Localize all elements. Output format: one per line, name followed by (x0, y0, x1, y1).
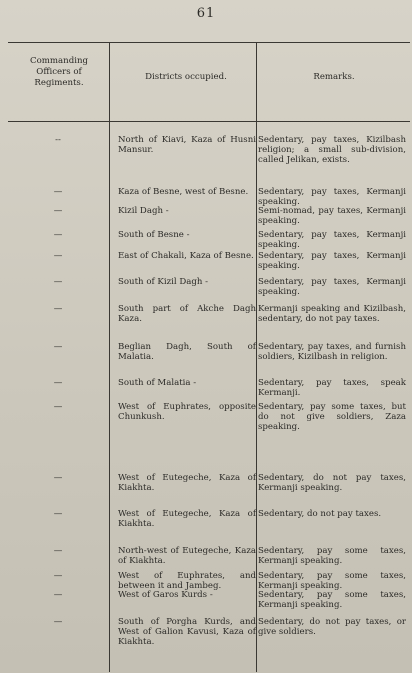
remarks-cell: Sedentary, do not pay taxes. (258, 509, 382, 519)
remarks-cell: Sedentary, pay taxes, speak Kermanji. (258, 378, 406, 399)
district-cell: West of Garos Kurds - (118, 590, 213, 600)
district-cell: North-west of Eutegeche, Kaza of Kiakhta. (118, 546, 256, 567)
remarks-cell: Sedentary, pay taxes, Kermanji speaking. (258, 277, 406, 298)
remarks-cell: Sedentary, pay taxes, Kermanji speaking. (258, 251, 406, 272)
district-cell: West of Euphrates, and between it and Jambeg. (118, 571, 256, 592)
officer-cell: — (53, 304, 63, 314)
district-cell: South of Kizil Dagh - (118, 277, 209, 287)
remarks-cell: Sedentary, do not pay taxes, or give soldiers. (258, 617, 406, 638)
column-divider-1 (109, 42, 110, 672)
remarks-cell: Sedentary, pay some taxes, Kermanji speaking. (258, 571, 406, 592)
district-cell: South of Malatia - (118, 378, 197, 388)
officer-cell: — (53, 230, 63, 240)
officer-cell: -- (55, 135, 61, 145)
remarks-cell: Kermanji speaking and Kizilbash, sedentary, do not pay taxes. (258, 304, 406, 325)
remarks-cell: Sedentary, pay taxes, Kizilbash religion; a small sub-division, called Jelikan, exists. (258, 135, 406, 166)
header-officers: Commanding Officers of Regiments. (30, 56, 88, 88)
officer-cell: — (53, 187, 63, 197)
officer-cell: — (53, 342, 63, 352)
regiments-table (8, 42, 410, 672)
district-cell: Kizil Dagh - (118, 206, 169, 216)
remarks-cell: Sedentary, pay taxes, Kermanji speaking. (258, 230, 406, 251)
officer-cell: — (53, 206, 63, 216)
officer-cell: — (53, 251, 63, 261)
table-top-rule (8, 42, 410, 43)
remarks-cell: Sedentary, pay some taxes, Kermanji speaking. (258, 590, 406, 611)
column-divider-2 (256, 42, 257, 672)
header-remarks: Remarks. (313, 72, 355, 82)
officer-cell: — (53, 509, 63, 519)
officer-cell: — (53, 617, 63, 627)
remarks-cell: Sedentary, do not pay taxes, Kermanji speaking. (258, 473, 406, 494)
district-cell: South of Besne - (118, 230, 190, 240)
officer-cell: — (53, 546, 63, 556)
remarks-cell: Sedentary, pay taxes, and furnish soldiers, Kizilbash in religion. (258, 342, 406, 363)
officer-cell: — (53, 378, 63, 388)
district-cell: Beglian Dagh, South of Malatia. (118, 342, 256, 363)
remarks-cell: Sedentary, pay some taxes, but do not give soldiers, Zaza speaking. (258, 402, 406, 433)
officer-cell: — (53, 402, 63, 412)
page-number: 61 (196, 6, 216, 21)
district-cell: West of Euphrates, opposite Chunkush. (118, 402, 256, 423)
remarks-cell: Sedentary, pay taxes, Kermanji speaking. (258, 187, 406, 208)
officer-cell: — (53, 590, 63, 600)
officer-cell: — (53, 473, 63, 483)
district-cell: East of Chakali, Kaza of Besne. (118, 251, 254, 261)
district-cell: West of Eutegeche, Kaza of Kiakhta. (118, 509, 256, 530)
district-cell: North of Kiavi, Kaza of Husni Mansur. (118, 135, 256, 156)
header-bottom-rule (8, 121, 410, 122)
remarks-cell: Sedentary, pay some taxes, Kermanji speaking. (258, 546, 406, 567)
header-districts: Districts occupied. (145, 72, 227, 82)
district-cell: Kaza of Besne, west of Besne. (118, 187, 249, 197)
remarks-cell: Semi-nomad, pay taxes, Kermanji speaking. (258, 206, 406, 227)
district-cell: South part of Akche Dagh Kaza. (118, 304, 256, 325)
officer-cell: — (53, 571, 63, 581)
district-cell: South of Porgha Kurds, and West of Galion Kavusi, Kaza of Kiakhta. (118, 617, 256, 648)
officer-cell: — (53, 277, 63, 287)
district-cell: West of Eutegeche, Kaza of Kiakhta. (118, 473, 256, 494)
